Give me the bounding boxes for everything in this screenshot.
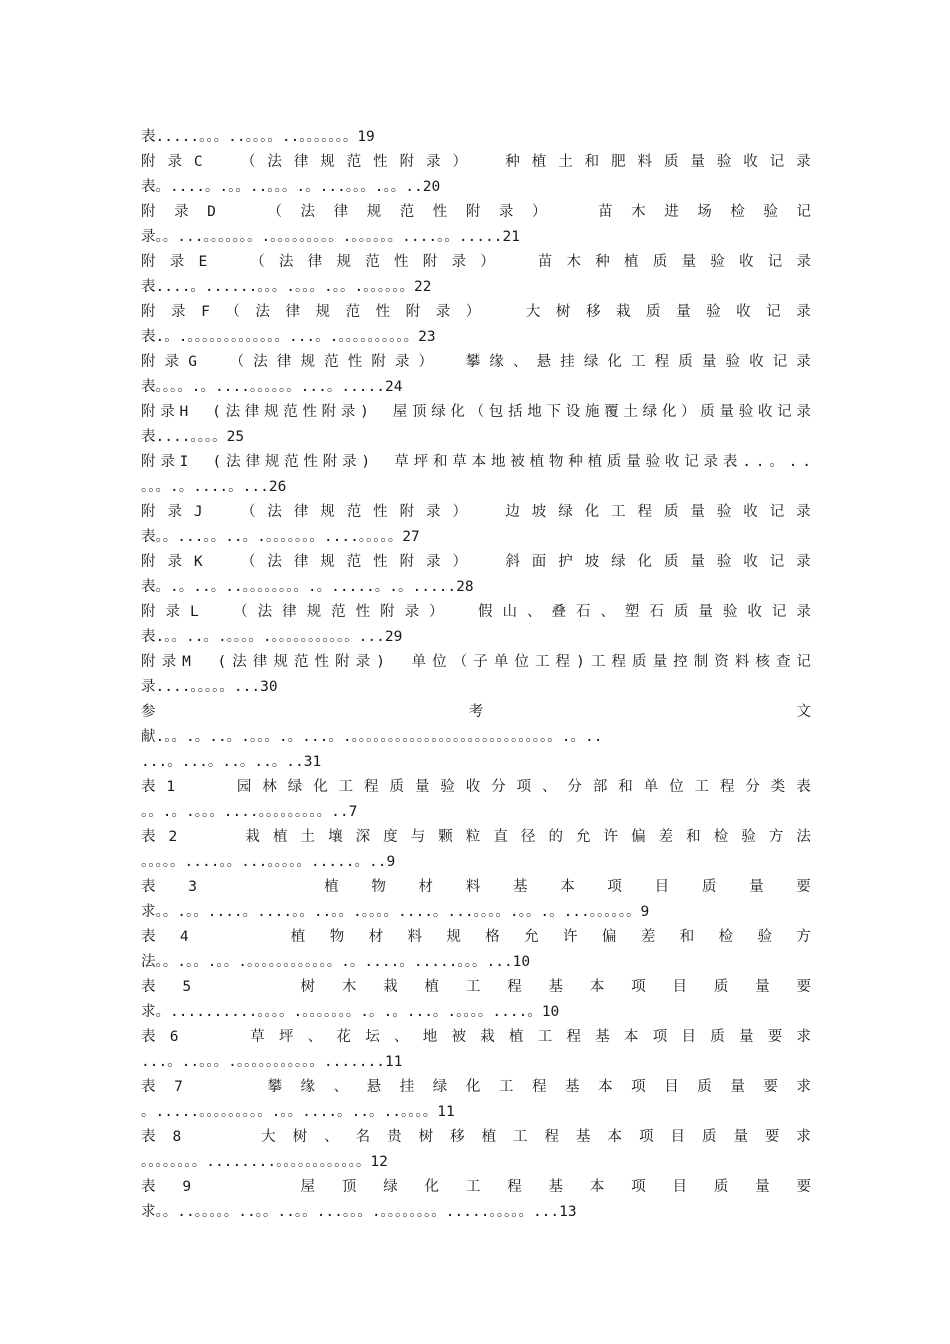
toc-line: 表。....。.。。..。。。.。...。。。.。。..20 xyxy=(141,179,441,195)
toc-line: 。.....。。。。。。。。。.。。....。..。..。。。。11 xyxy=(141,1104,455,1120)
toc-line: 。。。。。....。。...。。。。。.....。..9 xyxy=(141,854,396,870)
toc-line: 表。。...。。..。.。。。。。。。....。。。。。27 xyxy=(141,529,420,545)
toc-line: 附 录 M ( 法 律 规 范 性 附 录 ) 单 位 （ 子 单 位 工 程 ) 工 程 质 量 控 制 资 料 核 查 记 xyxy=(141,654,811,670)
toc-line: 。。.。.。。。....。。。。。。。。。..7 xyxy=(141,804,358,820)
toc-line: 求。。.。。....。....。。..。。.。。。。....。...。。。。.。。.。...。。。。。。9 xyxy=(141,904,650,920)
toc-line: 表.。。..。.。。。。.。。。。。。。。。。。...29 xyxy=(141,629,403,645)
toc-line: 。。。。。。。。........。。。。。。。。。。。。12 xyxy=(141,1154,388,1170)
toc-line: 求。。..。。。。。..。。..。。...。。。.。。。。。。。。.....。。。。。...13 xyxy=(141,1204,577,1220)
toc-line: 附 录 D （ 法 律 规 范 性 附 录 ） 苗 木 进 场 检 验 记 xyxy=(141,204,811,220)
table-of-contents xyxy=(141,125,811,1225)
toc-line: 参 考 文 xyxy=(141,704,811,720)
toc-line: 录。。...。。。。。。。.。。。。。。。。。.。。。。。。....。。.....21 xyxy=(141,229,520,245)
toc-line: 表....。......。。。.。。。.。。.。。。。。。22 xyxy=(141,279,432,295)
toc-line: 附 录 J （ 法 律 规 范 性 附 录 ） 边 坡 绿 化 工 程 质 量 验 收 记 录 xyxy=(141,504,811,520)
toc-line: 附 录 E （ 法 律 规 范 性 附 录 ） 苗 木 种 植 质 量 验 收 记 录 xyxy=(141,254,811,270)
toc-line: 表.....。。。..。。。。..。。。。。。。19 xyxy=(141,129,375,145)
toc-line: 附 录 H ( 法 律 规 范 性 附 录 ) 屋 顶 绿 化 （ 包 括 地 下 设 施 覆 土 绿 化 ） 质 量 验 收 记 录 xyxy=(141,404,811,420)
toc-line: 表 3 植 物 材 料 基 本 项 目 质 量 要 xyxy=(141,879,811,895)
toc-line: 表。。。。.。....。。。。。。...。.....24 xyxy=(141,379,403,395)
toc-line: 附 录 K （ 法 律 规 范 性 附 录 ） 斜 面 护 坡 绿 化 质 量 验 收 记 录 xyxy=(141,554,811,570)
toc-line: 表 6 草 坪 、 花 坛 、 地 被 栽 植 工 程 基 本 项 目 质 量 要 求 xyxy=(141,1029,811,1045)
toc-line: 表 2 栽 植 土 壤 深 度 与 颗 粒 直 径 的 允 许 偏 差 和 检 验 方 法 xyxy=(141,829,811,845)
toc-line: 表.。.。。。。。。。。。。。。。...。.。。。。。。。。。。23 xyxy=(141,329,436,345)
toc-line: 献.。。.。..。.。。。.。...。.。。。。。。。。。。。。。。。。。。。。。。。。。。。。.。.. xyxy=(141,729,603,745)
toc-line: 附 录 F （ 法 律 规 范 性 附 录 ） 大 树 移 栽 质 量 验 收 记 录 xyxy=(141,304,811,320)
toc-line: ...。..。。。.。。。。。。。。。。。.......11 xyxy=(141,1054,403,1070)
toc-line: 表 5 树 木 栽 植 工 程 基 本 项 目 质 量 要 xyxy=(141,979,811,995)
toc-line: 表。.。..。..。。。。。。。。.。.....。.。.....28 xyxy=(141,579,474,595)
toc-line: 表 4 植 物 材 料 规 格 允 许 偏 差 和 检 验 方 xyxy=(141,929,811,945)
toc-line: 附 录 G （ 法 律 规 范 性 附 录 ） 攀 缘 、 悬 挂 绿 化 工 程 质 量 验 收 记 录 xyxy=(141,354,811,370)
toc-line: 表 9 屋 顶 绿 化 工 程 基 本 项 目 质 量 要 xyxy=(141,1179,811,1195)
toc-line: 法。。.。。.。。.。。。。。。。。。。。。.。....。.....。。。...10 xyxy=(141,954,531,970)
toc-line: 表....。。。。25 xyxy=(141,429,245,445)
toc-line: 录....。。。。。...30 xyxy=(141,679,278,695)
toc-line: 附 录 I ( 法 律 规 范 性 附 录 ) 草 坪 和 草 本 地 被 植 物 种 植 质 量 验 收 记 录 表 . . 。 . . xyxy=(141,454,811,470)
toc-line: 。。。.。....。...26 xyxy=(141,479,287,495)
toc-line: 求。..........。。。。.。。。。。。。.。.。...。.。。。。....。10 xyxy=(141,1004,560,1020)
toc-line: 附 录 L （ 法 律 规 范 性 附 录 ） 假 山 、 叠 石 、 塑 石 质 量 验 收 记 录 xyxy=(141,604,811,620)
toc-line: 表 7 攀 缘 、 悬 挂 绿 化 工 程 基 本 项 目 质 量 要 求 xyxy=(141,1079,811,1095)
toc-line: 附 录 C （ 法 律 规 范 性 附 录 ） 种 植 土 和 肥 料 质 量 验 收 记 录 xyxy=(141,154,811,170)
toc-line: 表 8 大 树 、 名 贵 树 移 植 工 程 基 本 项 目 质 量 要 求 xyxy=(141,1129,811,1145)
toc-line: ...。...。..。..。..31 xyxy=(141,754,322,770)
toc-line: 表 1 园 林 绿 化 工 程 质 量 验 收 分 项 、 分 部 和 单 位 工 程 分 类 表 xyxy=(141,779,811,795)
